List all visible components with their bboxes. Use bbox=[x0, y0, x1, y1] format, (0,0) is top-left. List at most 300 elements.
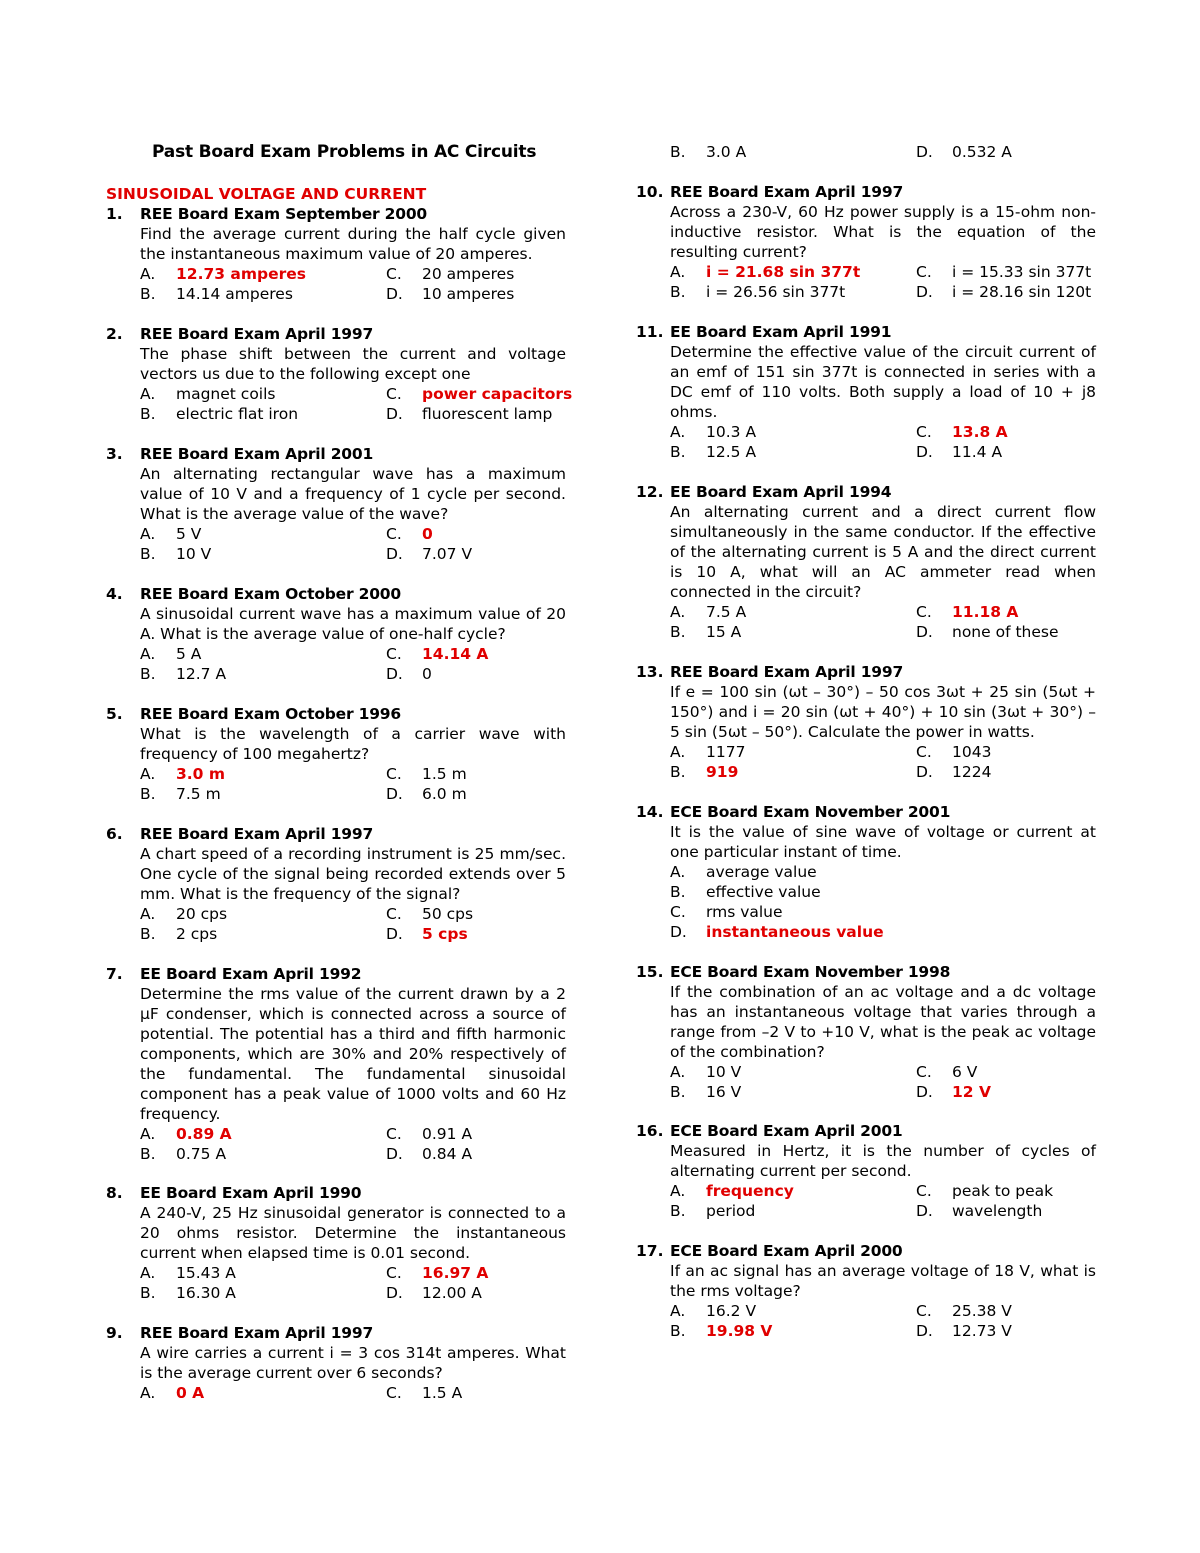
question-body bbox=[670, 502, 1096, 642]
question-block bbox=[636, 322, 1096, 462]
option-text: 14.14 amperes bbox=[176, 285, 293, 303]
question-text: Find the average current during the half cycle given the instantaneous maximum value of 20 amperes. bbox=[140, 225, 566, 263]
option-text: 10.3 A bbox=[706, 423, 757, 441]
option-letter: C. bbox=[916, 423, 932, 441]
question-text: Determine the effective value of the circuit current of an emf of 151 sin 377t is connected in series with a DC emf of 110 volts. Both supply a load of 10 + j8 ohms. bbox=[670, 343, 1096, 421]
question-source: REE Board Exam October 1996 bbox=[140, 705, 401, 723]
option-letter: C. bbox=[916, 1182, 932, 1200]
question-body bbox=[670, 982, 1096, 1102]
option-text: peak to peak bbox=[952, 1182, 1054, 1200]
question-header bbox=[636, 962, 1096, 982]
answer-option bbox=[386, 904, 566, 924]
option-text: 13.8 A bbox=[952, 423, 1008, 441]
option-letter: D. bbox=[916, 623, 933, 641]
answer-option bbox=[140, 904, 386, 924]
answer-options bbox=[670, 1062, 1096, 1102]
option-text: 0 bbox=[422, 665, 432, 683]
option-text: 10 V bbox=[706, 1063, 742, 1081]
question-block bbox=[636, 482, 1096, 642]
option-text: 0 bbox=[422, 525, 433, 543]
answer-option-correct bbox=[916, 422, 1096, 442]
question-text: Determine the rms value of the current drawn by a 2 µF condenser, which is connected across a source of potential. The potential has a third and fifth harmonic components, which are 30% and 20% respectively of the fundamental. The fundamental sinusoidal component has a peak value of 1000 volts and 60 Hz frequency. bbox=[140, 985, 566, 1123]
question-number: 16. bbox=[636, 1122, 664, 1140]
option-text: period bbox=[706, 1202, 756, 1220]
option-letter: C. bbox=[386, 265, 402, 283]
question-text: An alternating current and a direct current flow simultaneously in the same conductor. If the effective of the alternating current is 5 A and the direct current is 10 A, what will an AC ammeter read when connected in the circuit? bbox=[670, 503, 1096, 601]
answer-option bbox=[140, 384, 386, 404]
answer-option bbox=[140, 544, 386, 564]
answer-option-correct bbox=[140, 264, 386, 284]
option-text: 7.07 V bbox=[422, 545, 473, 563]
option-text: 2 cps bbox=[176, 925, 218, 943]
question-source: EE Board Exam April 1990 bbox=[140, 1184, 362, 1202]
option-text: 12.7 A bbox=[176, 665, 227, 683]
option-text: 6 V bbox=[952, 1063, 978, 1081]
option-text: instantaneous value bbox=[706, 923, 884, 941]
option-letter: A. bbox=[140, 385, 156, 403]
option-letter: D. bbox=[386, 785, 403, 803]
answer-option-correct bbox=[140, 1124, 386, 1144]
option-letter: A. bbox=[670, 863, 686, 881]
option-text: 14.14 A bbox=[422, 645, 489, 663]
question-text: A sinusoidal current wave has a maximum value of 20 A. What is the average value of one-half cycle? bbox=[140, 605, 566, 643]
answer-option bbox=[386, 1124, 566, 1144]
answer-option bbox=[386, 1144, 566, 1164]
answer-option bbox=[916, 1321, 1096, 1341]
answer-option bbox=[386, 1283, 566, 1303]
answer-options bbox=[140, 384, 573, 424]
answer-option bbox=[916, 1181, 1096, 1201]
answer-options bbox=[140, 1124, 566, 1164]
answer-option bbox=[916, 1301, 1096, 1321]
option-text: 0.89 A bbox=[176, 1125, 232, 1143]
answer-options bbox=[140, 1383, 566, 1403]
answer-option bbox=[140, 1144, 386, 1164]
question-body bbox=[140, 984, 566, 1164]
option-text: 1043 bbox=[952, 743, 992, 761]
option-text: 10 amperes bbox=[422, 285, 515, 303]
option-letter: B. bbox=[140, 1284, 156, 1302]
option-text: i = 21.68 sin 377t bbox=[706, 263, 861, 281]
question-block bbox=[106, 824, 566, 944]
answer-option-correct bbox=[140, 1383, 386, 1403]
question-source: EE Board Exam April 1991 bbox=[670, 323, 892, 341]
option-letter: A. bbox=[670, 263, 686, 281]
answer-option bbox=[140, 644, 386, 664]
question-number: 8. bbox=[106, 1184, 123, 1202]
option-text: 12.5 A bbox=[706, 443, 757, 461]
answer-options bbox=[140, 264, 566, 304]
answer-option-correct bbox=[916, 602, 1096, 622]
option-letter: A. bbox=[670, 1063, 686, 1081]
question-block bbox=[106, 584, 566, 684]
question-number: 5. bbox=[106, 705, 123, 723]
question-text: A 240-V, 25 Hz sinusoidal generator is connected to a 20 ohms resistor. Determine the instantaneous current when elapsed time is 0.01 second. bbox=[140, 1204, 566, 1262]
question-number: 17. bbox=[636, 1242, 664, 1260]
option-letter: B. bbox=[670, 143, 686, 161]
question-body bbox=[140, 604, 566, 684]
option-letter: D. bbox=[386, 665, 403, 683]
answer-option-correct bbox=[386, 384, 573, 404]
option-text: 12 V bbox=[952, 1083, 991, 1101]
answer-option-correct bbox=[670, 262, 916, 282]
answer-option bbox=[386, 284, 566, 304]
answer-option bbox=[386, 784, 566, 804]
option-letter: B. bbox=[670, 443, 686, 461]
question-body bbox=[140, 344, 573, 424]
answer-option bbox=[140, 284, 386, 304]
question-header bbox=[106, 1183, 566, 1203]
answer-option bbox=[916, 262, 1096, 282]
option-text: 11.18 A bbox=[952, 603, 1019, 621]
option-text: none of these bbox=[952, 623, 1059, 641]
question-header bbox=[636, 482, 1096, 502]
question-body bbox=[670, 822, 1096, 942]
answer-option bbox=[140, 784, 386, 804]
option-text: 19.98 V bbox=[706, 1322, 773, 1340]
option-letter: C. bbox=[386, 765, 402, 783]
option-letter: B. bbox=[140, 665, 156, 683]
question-block bbox=[636, 802, 1096, 942]
answer-options bbox=[670, 422, 1096, 462]
question-header bbox=[106, 584, 566, 604]
question-body bbox=[140, 1343, 566, 1403]
option-letter: A. bbox=[140, 525, 156, 543]
option-text: 1224 bbox=[952, 763, 992, 781]
question-number: 3. bbox=[106, 445, 123, 463]
option-text: average value bbox=[706, 863, 817, 881]
question-text: Across a 230-V, 60 Hz power supply is a 15-ohm non-inductive resistor. What is the equation of the resulting current? bbox=[670, 203, 1096, 261]
question-header bbox=[106, 444, 566, 464]
option-text: 16.97 A bbox=[422, 1264, 489, 1282]
answer-option-correct bbox=[386, 924, 566, 944]
option-text: power capacitors bbox=[422, 385, 573, 403]
question-block bbox=[636, 662, 1096, 782]
question-header bbox=[106, 324, 566, 344]
option-letter: A. bbox=[670, 603, 686, 621]
option-letter: A. bbox=[140, 645, 156, 663]
option-text: 20 amperes bbox=[422, 265, 515, 283]
answer-options bbox=[140, 904, 566, 944]
option-text: effective value bbox=[706, 883, 821, 901]
answer-option bbox=[916, 282, 1096, 302]
answer-option bbox=[916, 742, 1096, 762]
option-letter: C. bbox=[386, 385, 402, 403]
option-text: 0.91 A bbox=[422, 1125, 473, 1143]
option-letter: C. bbox=[386, 525, 402, 543]
option-letter: D. bbox=[916, 283, 933, 301]
answer-option bbox=[916, 1062, 1096, 1082]
option-letter: A. bbox=[140, 265, 156, 283]
question-text: A wire carries a current i = 3 cos 314t amperes. What is the average current over 6 seconds? bbox=[140, 1344, 566, 1382]
answer-option bbox=[140, 664, 386, 684]
answer-options bbox=[140, 524, 566, 564]
question-source: ECE Board Exam April 2001 bbox=[670, 1122, 903, 1140]
question-source: REE Board Exam April 1997 bbox=[670, 183, 904, 201]
answer-options bbox=[670, 602, 1096, 642]
option-text: 0.532 A bbox=[952, 143, 1012, 161]
option-text: 0 A bbox=[176, 1384, 205, 1402]
option-letter: D. bbox=[386, 925, 403, 943]
answer-option bbox=[670, 422, 916, 442]
option-text: fluorescent lamp bbox=[422, 405, 553, 423]
question-header bbox=[106, 204, 566, 224]
option-letter: D. bbox=[386, 1145, 403, 1163]
option-text: 1177 bbox=[706, 743, 746, 761]
question-block bbox=[636, 1121, 1096, 1221]
option-text: 12.00 A bbox=[422, 1284, 482, 1302]
question-text: If e = 100 sin (ωt – 30°) – 50 cos 3ωt + 25 sin (5ωt + 150°) and i = 20 sin (ωt + 40°) + 10 sin (3ωt + 30°) – 5 sin (5ωt – 50°). Calculate the power in watts. bbox=[670, 683, 1096, 741]
option-letter: A. bbox=[670, 1182, 686, 1200]
option-letter: B. bbox=[140, 1145, 156, 1163]
question-source: EE Board Exam April 1994 bbox=[670, 483, 892, 501]
answer-option bbox=[386, 1383, 566, 1403]
option-letter: A. bbox=[140, 765, 156, 783]
answer-options bbox=[140, 644, 566, 684]
question-body bbox=[670, 342, 1096, 462]
question-block bbox=[106, 1323, 566, 1403]
answer-option-correct bbox=[916, 1082, 1096, 1102]
question-source: ECE Board Exam November 1998 bbox=[670, 963, 951, 981]
question-text: An alternating rectangular wave has a maximum value of 10 V and a frequency of 1 cycle per second. What is the average value of the wave? bbox=[140, 465, 566, 523]
answer-option-correct bbox=[140, 764, 386, 784]
option-text: 16.2 V bbox=[706, 1302, 757, 1320]
question-number: 9. bbox=[106, 1324, 123, 1342]
option-text: 6.0 m bbox=[422, 785, 467, 803]
option-text: 1.5 m bbox=[422, 765, 467, 783]
option-letter: D. bbox=[916, 1202, 933, 1220]
question-number: 2. bbox=[106, 325, 123, 343]
option-text: 1.5 A bbox=[422, 1384, 463, 1402]
answer-option bbox=[670, 282, 916, 302]
answer-option bbox=[670, 902, 1096, 922]
answer-options bbox=[140, 764, 566, 804]
answer-option bbox=[140, 1283, 386, 1303]
answer-option-correct bbox=[670, 922, 1096, 942]
answer-option bbox=[670, 1201, 916, 1221]
option-letter: C. bbox=[916, 603, 932, 621]
question-body bbox=[140, 724, 566, 804]
option-text: magnet coils bbox=[176, 385, 276, 403]
question-source: REE Board Exam April 1997 bbox=[140, 1324, 374, 1342]
option-text: 5 cps bbox=[422, 925, 468, 943]
question-header bbox=[106, 704, 566, 724]
question-header bbox=[636, 1241, 1096, 1261]
answer-option bbox=[386, 544, 566, 564]
option-text: 0.75 A bbox=[176, 1145, 227, 1163]
question-header bbox=[636, 1121, 1096, 1141]
option-text: wavelength bbox=[952, 1202, 1043, 1220]
answer-option bbox=[386, 404, 566, 424]
option-text: 3.0 m bbox=[176, 765, 226, 783]
section-title: SINUSOIDAL VOLTAGE AND CURRENT bbox=[106, 185, 427, 203]
question-body bbox=[140, 844, 566, 944]
question-source: REE Board Exam April 1997 bbox=[670, 663, 904, 681]
option-text: 7.5 A bbox=[706, 603, 747, 621]
option-text: rms value bbox=[706, 903, 783, 921]
option-letter: C. bbox=[386, 645, 402, 663]
question-number: 12. bbox=[636, 483, 664, 501]
question-body bbox=[140, 464, 566, 564]
option-letter: D. bbox=[386, 405, 403, 423]
option-letter: C. bbox=[670, 903, 686, 921]
question-body bbox=[670, 1141, 1096, 1221]
answer-option-correct bbox=[386, 1263, 566, 1283]
answer-option bbox=[140, 404, 386, 424]
answer-options bbox=[140, 1263, 566, 1303]
question-source: REE Board Exam April 1997 bbox=[140, 825, 374, 843]
option-text: i = 26.56 sin 377t bbox=[706, 283, 846, 301]
option-text: frequency bbox=[706, 1182, 794, 1200]
question-source: ECE Board Exam November 2001 bbox=[670, 803, 951, 821]
answer-option bbox=[670, 442, 916, 462]
option-text: 25.38 V bbox=[952, 1302, 1012, 1320]
option-letter: C. bbox=[916, 1063, 932, 1081]
option-text: 16 V bbox=[706, 1083, 742, 1101]
answer-options bbox=[670, 862, 1096, 942]
option-letter: B. bbox=[670, 883, 686, 901]
question-source: REE Board Exam October 2000 bbox=[140, 585, 401, 603]
answer-option bbox=[916, 142, 1096, 162]
answer-option-correct bbox=[670, 1321, 916, 1341]
question-body bbox=[670, 682, 1096, 782]
question-block bbox=[636, 962, 1096, 1102]
answer-options bbox=[670, 1301, 1096, 1341]
answer-option bbox=[670, 142, 916, 162]
option-letter: C. bbox=[916, 1302, 932, 1320]
question-source: REE Board Exam September 2000 bbox=[140, 205, 427, 223]
question-block bbox=[106, 964, 566, 1164]
option-letter: D. bbox=[916, 1322, 933, 1340]
question-source: EE Board Exam April 1992 bbox=[140, 965, 362, 983]
question-source: REE Board Exam April 1997 bbox=[140, 325, 374, 343]
option-letter: B. bbox=[140, 545, 156, 563]
answer-option-correct bbox=[386, 524, 566, 544]
option-letter: D. bbox=[386, 285, 403, 303]
option-letter: A. bbox=[670, 743, 686, 761]
question-number: 15. bbox=[636, 963, 664, 981]
option-letter: A. bbox=[140, 905, 156, 923]
question-block bbox=[636, 1241, 1096, 1341]
question-block bbox=[106, 204, 566, 304]
question-header bbox=[636, 802, 1096, 822]
option-text: 3.0 A bbox=[706, 143, 747, 161]
question-text: If the combination of an ac voltage and a dc voltage has an instantaneous voltage that varies through a range from –2 V to +10 V, what is the peak ac voltage of the combination? bbox=[670, 983, 1096, 1061]
question-header bbox=[106, 1323, 566, 1343]
option-text: 0.84 A bbox=[422, 1145, 473, 1163]
option-letter: C. bbox=[916, 263, 932, 281]
question-body bbox=[140, 1203, 566, 1303]
answer-option bbox=[916, 622, 1096, 642]
answer-option bbox=[670, 1062, 916, 1082]
question-number: 11. bbox=[636, 323, 664, 341]
answer-option bbox=[386, 264, 566, 284]
question-text: If an ac signal has an average voltage of 18 V, what is the rms voltage? bbox=[670, 1262, 1096, 1300]
option-letter: C. bbox=[386, 1125, 402, 1143]
option-text: 10 V bbox=[176, 545, 212, 563]
option-letter: A. bbox=[140, 1264, 156, 1282]
question-block bbox=[636, 182, 1096, 302]
option-letter: D. bbox=[386, 545, 403, 563]
question-header bbox=[636, 322, 1096, 342]
option-letter: C. bbox=[386, 1264, 402, 1282]
answer-option bbox=[670, 742, 916, 762]
question-number: 4. bbox=[106, 585, 123, 603]
option-letter: A. bbox=[670, 423, 686, 441]
option-text: 20 cps bbox=[176, 905, 228, 923]
answer-option bbox=[670, 882, 1096, 902]
option-text: 7.5 m bbox=[176, 785, 221, 803]
question-header bbox=[106, 964, 566, 984]
question-header bbox=[106, 824, 566, 844]
option-letter: D. bbox=[916, 143, 933, 161]
option-text: 15 A bbox=[706, 623, 742, 641]
question-number: 13. bbox=[636, 663, 664, 681]
answer-option bbox=[386, 664, 566, 684]
question-block bbox=[106, 704, 566, 804]
question-body bbox=[670, 202, 1096, 302]
question-block bbox=[106, 324, 573, 424]
option-letter: D. bbox=[670, 923, 687, 941]
answer-options bbox=[670, 1181, 1096, 1221]
answer-options bbox=[670, 142, 1096, 162]
option-letter: B. bbox=[670, 763, 686, 781]
option-text: 50 cps bbox=[422, 905, 474, 923]
question-source: REE Board Exam April 2001 bbox=[140, 445, 374, 463]
question-block bbox=[636, 142, 1096, 162]
option-text: 12.73 V bbox=[952, 1322, 1012, 1340]
answer-options bbox=[670, 742, 1096, 782]
option-text: electric flat iron bbox=[176, 405, 299, 423]
option-text: 15.43 A bbox=[176, 1264, 236, 1282]
option-letter: B. bbox=[670, 1202, 686, 1220]
option-text: 5 A bbox=[176, 645, 202, 663]
option-letter: B. bbox=[140, 285, 156, 303]
answer-option bbox=[140, 1263, 386, 1283]
question-text: A chart speed of a recording instrument is 25 mm/sec. One cycle of the signal being recorded extends over 5 mm. What is the frequency of the signal? bbox=[140, 845, 566, 903]
answer-option-correct bbox=[386, 644, 566, 664]
option-text: i = 28.16 sin 120t bbox=[952, 283, 1092, 301]
answer-option bbox=[670, 602, 916, 622]
question-source: ECE Board Exam April 2000 bbox=[670, 1242, 903, 1260]
question-block bbox=[106, 444, 566, 564]
question-text: The phase shift between the current and voltage vectors us due to the following except one bbox=[140, 345, 566, 383]
answer-option bbox=[670, 862, 1096, 882]
answer-option bbox=[916, 762, 1096, 782]
option-letter: D. bbox=[916, 443, 933, 461]
question-number: 10. bbox=[636, 183, 664, 201]
answer-options bbox=[670, 262, 1096, 302]
answer-option bbox=[140, 924, 386, 944]
question-header bbox=[636, 662, 1096, 682]
answer-option bbox=[386, 764, 566, 784]
answer-option bbox=[670, 1301, 916, 1321]
option-letter: D. bbox=[916, 1083, 933, 1101]
question-text: What is the wavelength of a carrier wave with frequency of 100 megahertz? bbox=[140, 725, 566, 763]
option-text: 16.30 A bbox=[176, 1284, 236, 1302]
question-body bbox=[670, 142, 1096, 162]
option-letter: A. bbox=[140, 1384, 156, 1402]
question-header bbox=[636, 182, 1096, 202]
answer-option bbox=[916, 442, 1096, 462]
answer-option bbox=[140, 524, 386, 544]
question-text: Measured in Hertz, it is the number of cycles of alternating current per second. bbox=[670, 1142, 1096, 1180]
answer-option bbox=[670, 1082, 916, 1102]
option-letter: A. bbox=[670, 1302, 686, 1320]
page-title: Past Board Exam Problems in AC Circuits bbox=[152, 142, 537, 162]
option-text: 919 bbox=[706, 763, 739, 781]
question-number: 7. bbox=[106, 965, 123, 983]
